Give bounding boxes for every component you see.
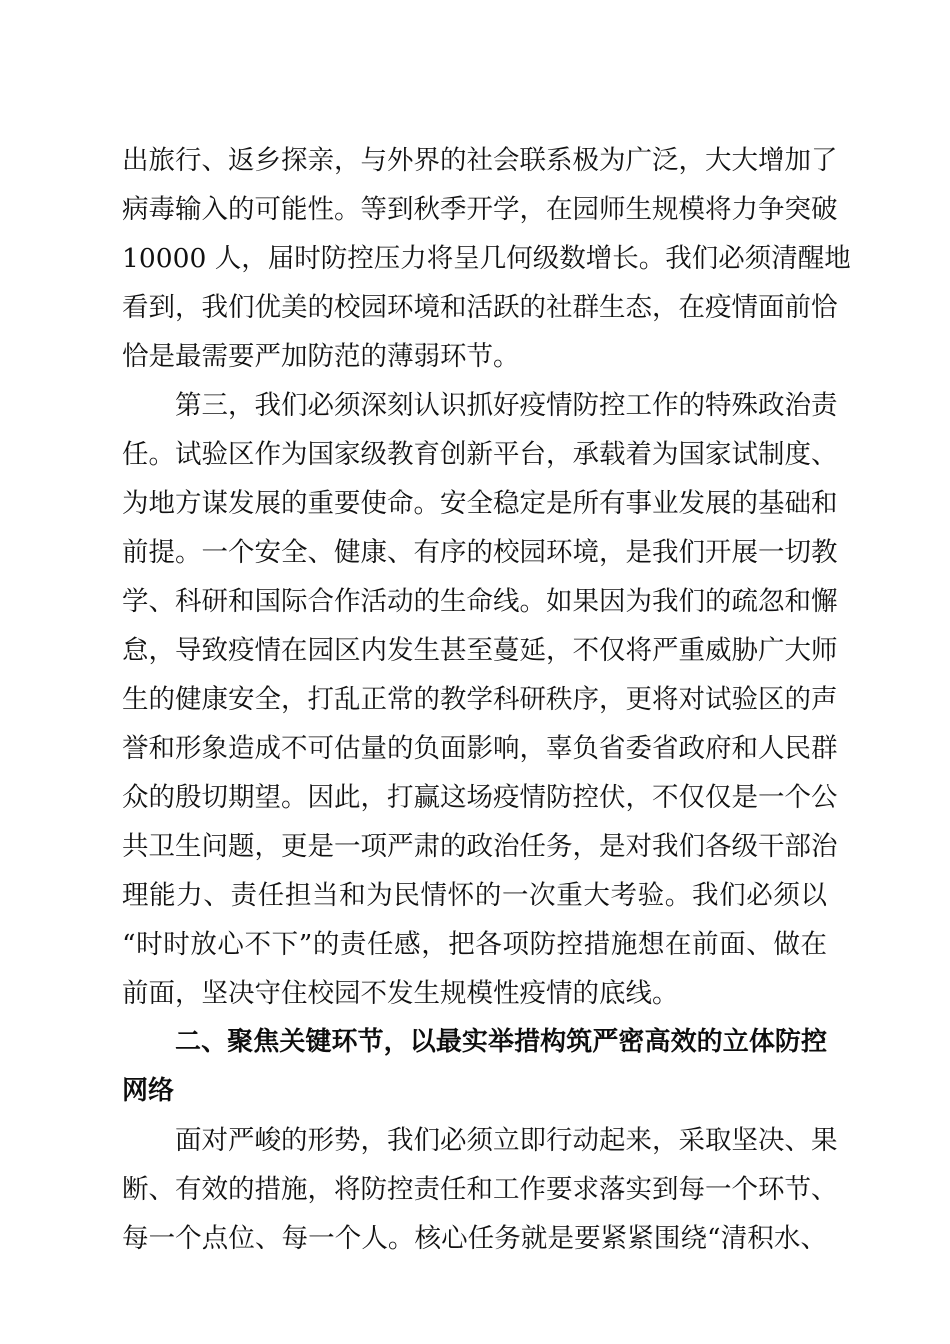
paragraph-line: 10000 人，届时防控压力将呈几何级数增长。我们必须清醒地 (122, 243, 851, 274)
paragraph-line: 恰是最需要严加防范的薄弱环节。 (122, 341, 520, 372)
paragraph-line: 共卫生问题，更是一项严肃的政治任务，是对我们各级干部治 (122, 831, 838, 862)
paragraph-first-line: 面对严峻的形势，我们必须立即行动起来，采取坚决、果 (175, 1125, 838, 1156)
paragraph-line: 前面，坚决守住校园不发生规模性疫情的底线。 (122, 978, 679, 1009)
paragraph-line: 理能力、责任担当和为民情怀的一次重大考验。我们必须以 (122, 880, 827, 911)
paragraph-line: 每一个点位、每一个人。核心任务就是要紧紧围绕“清积水、 (122, 1223, 827, 1254)
section-heading: 二、聚焦关键环节，以最实举措构筑严密高效的立体防控 (175, 1027, 827, 1057)
section-heading-continuation: 网络 (122, 1076, 175, 1106)
paragraph-line: 任。试验区作为国家级教育创新平台，承载着为国家试制度、 (122, 439, 838, 470)
paragraph-line: 众的殷切期望。因此，打赢这场疫情防控伏，不仅仅是一个公 (122, 782, 838, 813)
paragraph-line: 看到，我们优美的校园环境和活跃的社群生态，在疫情面前恰 (122, 292, 838, 323)
paragraph-line: 前提。一个安全、健康、有序的校园环境，是我们开展一切教 (122, 537, 838, 568)
paragraph-line: 病毒输入的可能性。等到秋季开学，在园师生规模将力争突破 (122, 194, 838, 225)
paragraph-line: 出旅行、返乡探亲，与外界的社会联系极为广泛，大大增加了 (122, 145, 838, 176)
paragraph-line: “时时放心不下”的责任感，把各项防控措施想在前面、做在 (122, 929, 827, 960)
paragraph-first-line: 第三，我们必须深刻认识抓好疫情防控工作的特殊政治责 (175, 390, 838, 421)
paragraph-line: 为地方谋发展的重要使命。安全稳定是所有事业发展的基础和 (122, 488, 838, 519)
paragraph-line: 学、科研和国际合作活动的生命线。如果因为我们的疏忽和懈 (122, 586, 838, 617)
paragraph-line: 断、有效的措施，将防控责任和工作要求落实到每一个环节、 (122, 1174, 838, 1205)
paragraph-line: 怠，导致疫情在园区内发生甚至蔓延，不仅将严重威胁广大师 (122, 635, 838, 666)
paragraph-line: 生的健康安全，打乱正常的教学科研秩序，更将对试验区的声 (122, 684, 838, 715)
paragraph-line: 誉和形象造成不可估量的负面影响，辜负省委省政府和人民群 (122, 733, 838, 764)
